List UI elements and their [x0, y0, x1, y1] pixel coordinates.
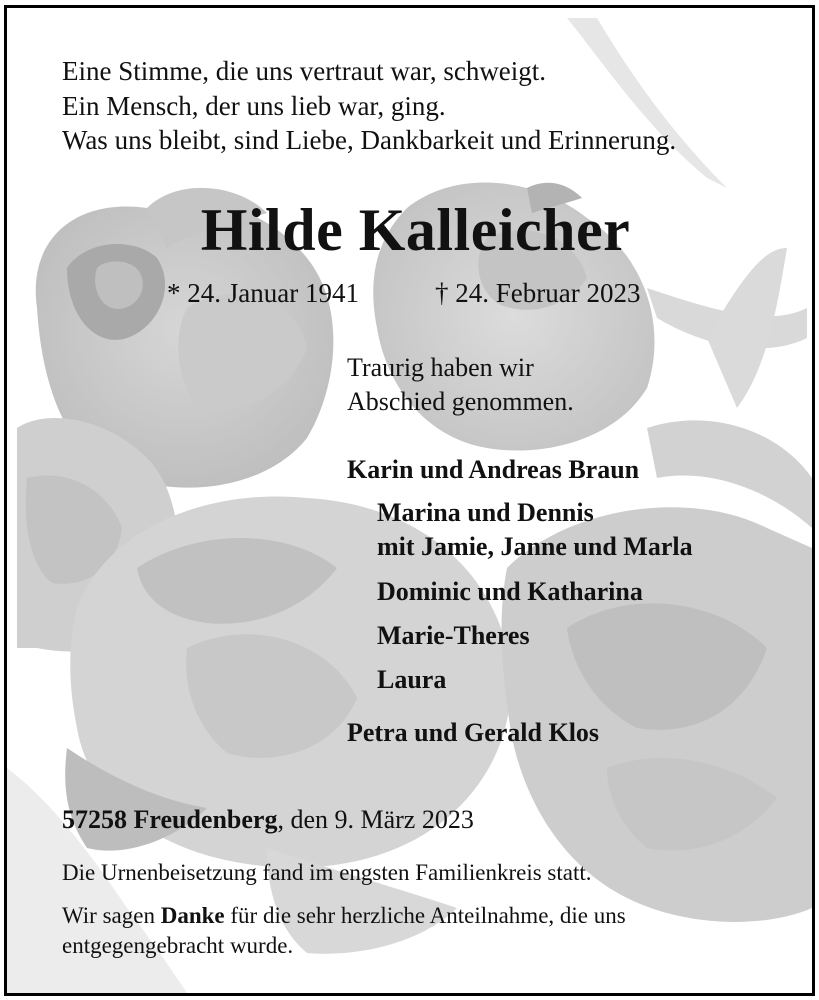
motto-line-2: Ein Mensch, der uns lieb war, ging. — [62, 90, 446, 121]
thanks-note-line-2: entgegengebracht wurde. — [62, 933, 294, 958]
mourner-marina-dennis: Marina und Dennis — [377, 498, 594, 527]
thanks-note — [62, 901, 626, 931]
motto-line-1: Eine Stimme, die uns vertraut war, schweigt. — [62, 56, 547, 86]
mourner-children: mit Jamie, Janne und Marla — [377, 532, 693, 561]
death-date: † 24. Februar 2023 — [435, 278, 641, 308]
thanks-bold: Danke — [160, 903, 225, 928]
farewell-text — [347, 351, 574, 419]
deceased-name: Hilde Kalleicher — [200, 197, 631, 263]
place-date — [62, 805, 474, 835]
thanks-pre: Wir sagen — [62, 903, 161, 928]
mourner-dominic-katharina: Dominic und Katharina — [377, 577, 643, 606]
farewell-line-2: Abschied genommen. — [347, 387, 574, 416]
farewell-line-1: Traurig haben wir — [347, 353, 534, 382]
birth-date: * 24. Januar 1941 — [167, 278, 359, 308]
thanks-post: für die sehr herzliche Anteilnahme, die uns — [224, 903, 626, 928]
obituary-frame — [4, 5, 815, 996]
date: , den 9. März 2023 — [277, 805, 474, 834]
mourner-laura: Laura — [377, 665, 447, 694]
place: 57258 Freudenberg — [62, 805, 278, 834]
mourner-karin-andreas: Karin und Andreas Braun — [347, 455, 640, 484]
motto — [62, 54, 676, 158]
urn-note: Die Urnenbeisetzung fand im engsten Familienkreis statt. — [62, 860, 592, 885]
mourner-marie-theres: Marie-Theres — [377, 621, 530, 650]
mourner-petra-gerald: Petra und Gerald Klos — [347, 718, 600, 747]
motto-line-3: Was uns bleibt, sind Liebe, Dankbarkeit und Erinnerung. — [62, 125, 677, 155]
